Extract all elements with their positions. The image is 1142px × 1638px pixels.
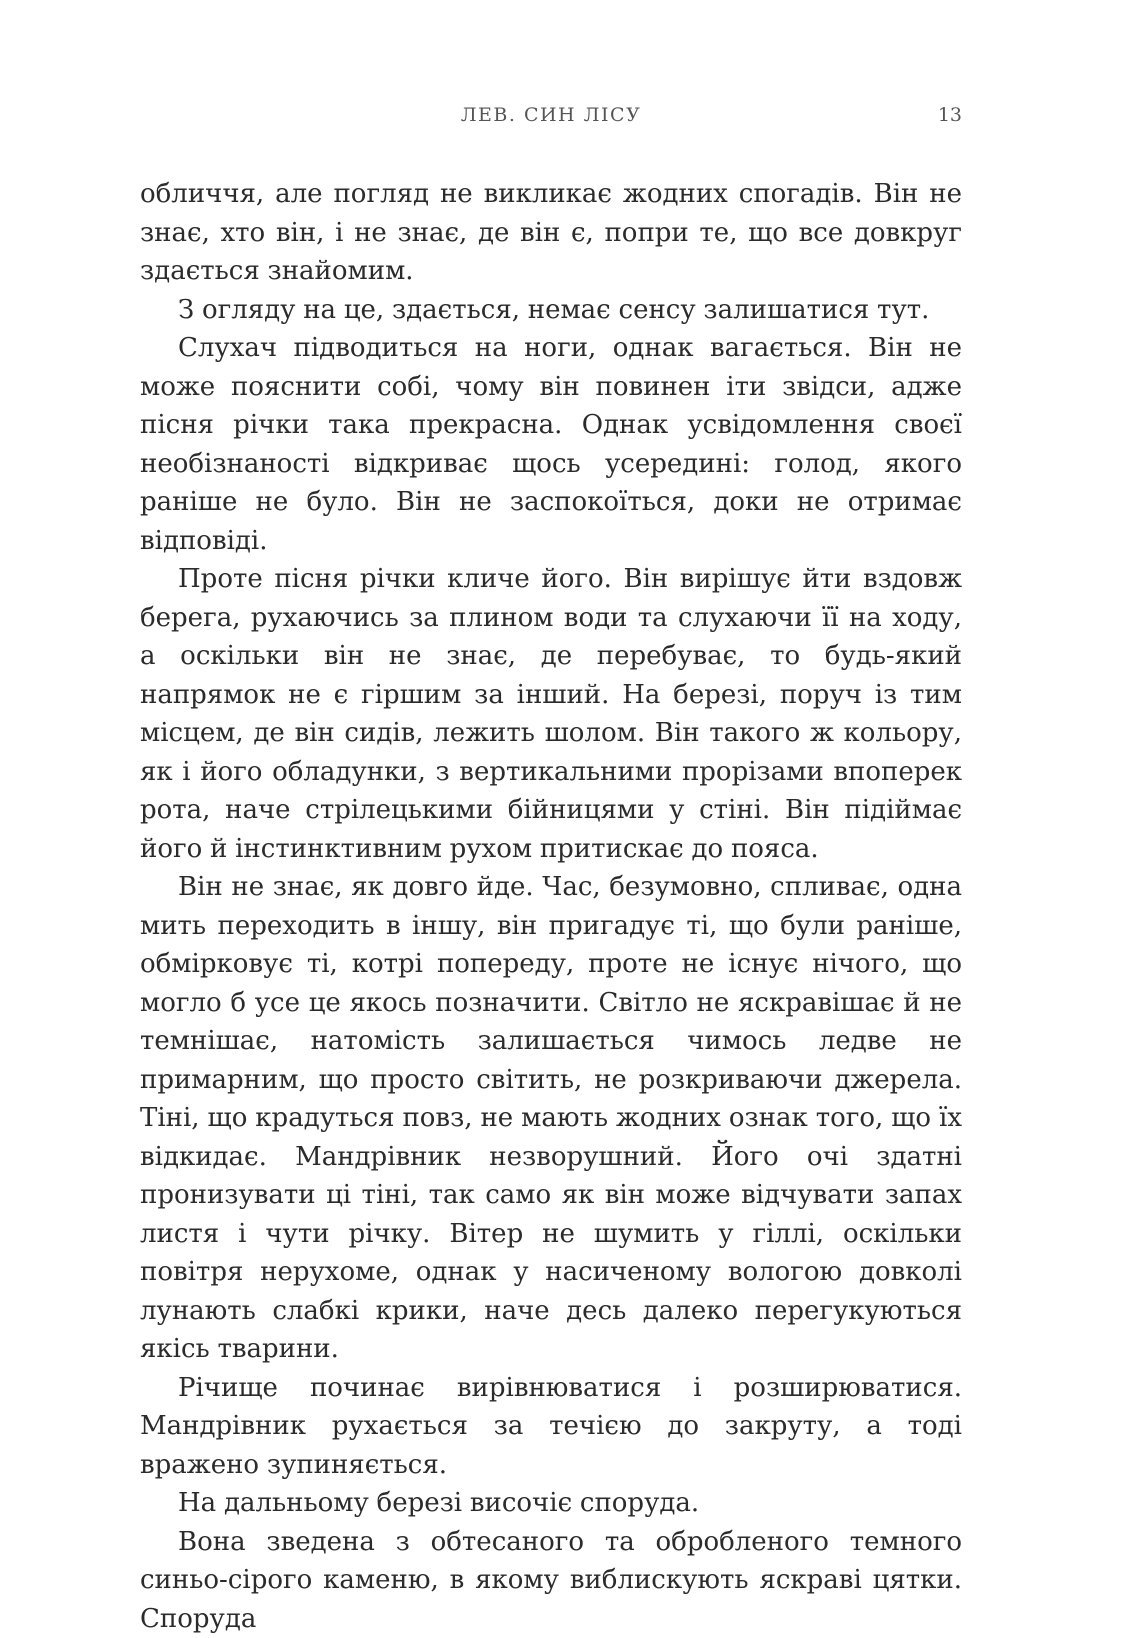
paragraph: Вона зведена з обтесаного та обробленого темного синьо-сірого каменю, в якому виблискують яскраві цятки. Споруда	[140, 1523, 962, 1638]
body-text	[140, 175, 962, 1638]
paragraph: Проте пісня річки кличе його. Він вирішує йти вздовж берега, рухаючись за плином води та слухаючи її на ходу, а оскільки він не знає, де перебуває, то будь-який напрямок не є гіршим за інший. На березі, поруч із тим місцем, де він сидів, лежить шолом. Він такого ж кольору, як і його обладунки, з вертикальними прорізами впоперек рота, наче стрілецькими бійницями у стіні. Він підіймає його й інстинктивним рухом притискає до пояса.	[140, 560, 962, 868]
running-title: ЛЕВ. СИН ЛІСУ	[140, 104, 962, 126]
paragraph: Він не знає, як довго йде. Час, безумовно, спливає, одна мить переходить в іншу, він пригадує ті, що були раніше, обмірковує ті, котрі попереду, проте не існує нічого, що могло б усе це якось позначити. Світло не яскравішає й не темнішає, натомість залишається чимось ледве не примарним, що просто світить, не розкриваючи джерела. Тіні, що крадуться повз, не мають жодних ознак того, що їх відкидає. Мандрівник незворушний. Його очі здатні пронизувати ці тіні, так само як він може відчувати запах листя і чути річку. Вітер не шумить у гіллі, оскільки повітря нерухоме, однак у насиченому вологою довколі лунають слабкі крики, наче десь далеко перегукуються якісь тварини.	[140, 868, 962, 1369]
paragraph: З огляду на це, здається, немає сенсу залишатися тут.	[140, 291, 962, 330]
paragraph: На дальньому березі височіє споруда.	[140, 1484, 962, 1523]
page-number: 13	[938, 104, 962, 126]
running-header	[140, 104, 962, 134]
paragraph-continued: обличчя, але погляд не викликає жодних спогадів. Він не знає, хто він, і не знає, де він є, попри те, що все довкруг здається знайомим.	[140, 175, 962, 291]
paragraph: Річище починає вирівнюватися і розширюватися. Мандрівник рухається за течією до закруту, а тоді вражено зупиняється.	[140, 1369, 962, 1485]
paragraph: Слухач підводиться на ноги, однак вагається. Він не може пояснити собі, чому він повинен іти звідси, адже пісня річки така прекрасна. Однак усвідомлення своєї необізнаності відкриває щось усередині: голод, якого раніше не було. Він не заспокоїться, доки не отримає відповіді.	[140, 329, 962, 560]
